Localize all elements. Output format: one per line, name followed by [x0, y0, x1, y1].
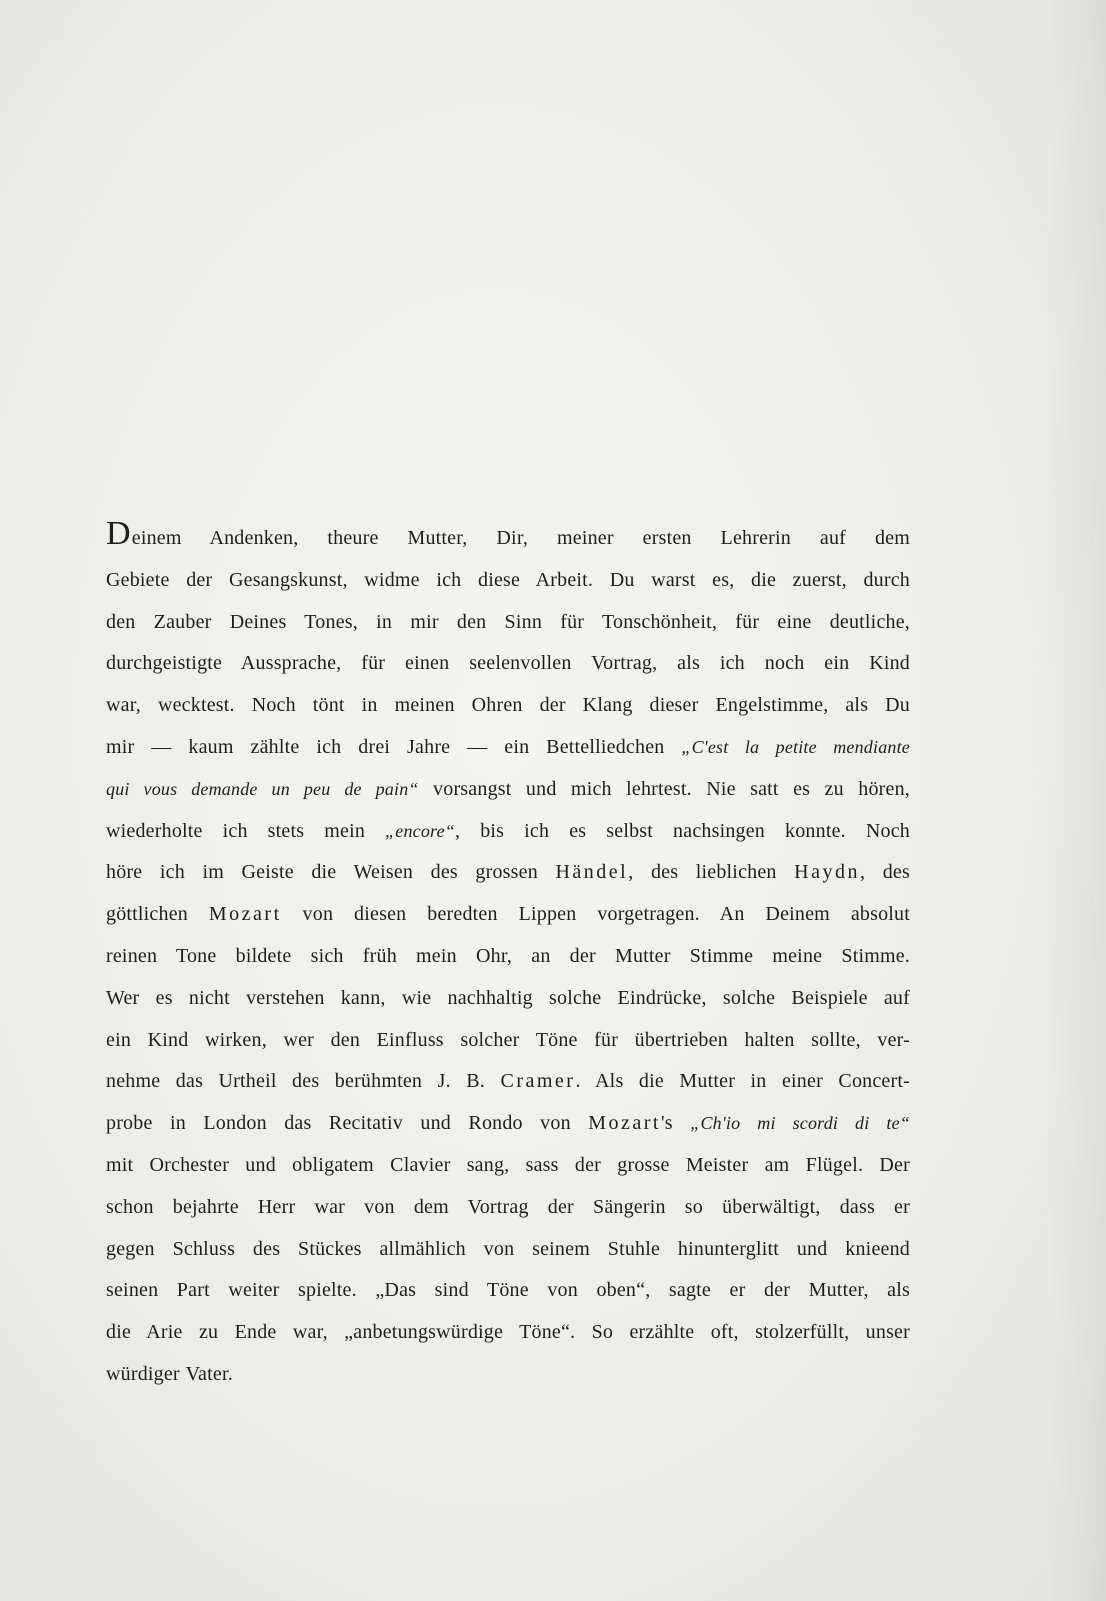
text-segment: seinen Part weiter spielte. „Das sind Töne von oben“, sagte er der Mutter, als [106, 1279, 910, 1302]
text-segment: schon bejahrte Herr war von dem Vortrag der Sängerin so überwältigt, dass er [106, 1195, 910, 1218]
spaced-name: Händel [555, 861, 629, 884]
text-line [106, 1270, 910, 1312]
spaced-name: Haydn [794, 861, 860, 884]
italic-phrase: „Ch'io mi scordi di te“ [690, 1113, 910, 1134]
spaced-name: Mozart [588, 1112, 661, 1135]
text-segment: göttlichen [106, 903, 209, 926]
text-segment: reinen Tone bildete sich früh mein Ohr, an der Mutter Stimme meine Stimme. [106, 944, 910, 967]
text-line [106, 894, 910, 936]
dedication-text [106, 515, 911, 1396]
text-line [106, 1020, 910, 1062]
text-line [106, 1354, 910, 1396]
text-line [106, 1103, 910, 1145]
text-segment: . Als die Mutter in einer Concert- [575, 1070, 910, 1093]
text-line [106, 685, 910, 727]
page-edge-shadow [1046, 0, 1106, 1601]
text-segment: mit Orchester und obligatem Clavier sang, sass der grosse Meister am Flügel. Der [106, 1153, 910, 1176]
text-segment: Wer es nicht verstehen kann, wie nachhaltig solche Eindrücke, solche Beispiele auf [106, 986, 910, 1009]
text-segment: 's [661, 1112, 691, 1135]
italic-phrase: „C'est la petite mendiante [681, 736, 911, 757]
text-segment: den Zauber Deines Tones, in mir den Sinn für Tonschönheit, für eine deutliche, [106, 610, 910, 633]
initial-letter: D [106, 515, 131, 552]
text-line [106, 936, 910, 978]
text-segment: vorsangst und mich lehrtest. Nie satt es zu hören, [418, 777, 910, 800]
text-line [106, 1145, 910, 1187]
text-segment: gegen Schluss des Stückes allmählich von seinem Stuhle hinunterglitt und knieend [106, 1237, 910, 1260]
text-segment: mir — kaum zählte ich drei Jahre — ein Bettelliedchen [106, 735, 682, 758]
text-segment: wiederholte ich stets mein [106, 819, 386, 842]
text-segment: , des lieblichen [628, 861, 795, 884]
text-line [106, 727, 910, 769]
text-segment: nehme das Urtheil des berühmten J. B. [106, 1070, 501, 1093]
text-line [106, 978, 910, 1020]
text-line [106, 1312, 910, 1354]
text-segment: probe in London das Recitativ und Rondo von [106, 1112, 589, 1135]
spaced-name: Mozart [208, 903, 282, 926]
spaced-name: Cramer [500, 1070, 576, 1093]
text-line [106, 643, 910, 685]
text-segment: einem Andenken, theure Mutter, Dir, meiner ersten Lehrerin auf dem [131, 527, 910, 549]
text-line [106, 811, 910, 853]
text-segment: , des [859, 861, 910, 884]
text-line [106, 515, 910, 560]
text-line [106, 1061, 910, 1103]
text-segment: ein Kind wirken, wer den Einfluss solcher Töne für übertrieben halten sollte, ver- [106, 1028, 910, 1051]
text-line [106, 1187, 910, 1229]
text-line [106, 602, 910, 644]
text-line [106, 560, 910, 602]
text-segment: Gebiete der Gesangskunst, widme ich diese Arbeit. Du warst es, die zuerst, durch [106, 568, 910, 591]
text-segment: die Arie zu Ende war, „anbetungswürdige Töne“. So erzählte oft, stolzerfüllt, unser [106, 1321, 910, 1344]
text-segment: , bis ich es selbst nachsingen konnte. Noch [454, 819, 910, 842]
text-segment: von diesen beredten Lippen vorgetragen. An Deinem absolut [281, 903, 911, 926]
text-line [106, 852, 910, 894]
text-line [106, 769, 910, 811]
text-segment: durchgeistigte Aussprache, für einen seelenvollen Vortrag, als ich noch ein Kind [106, 652, 910, 675]
italic-phrase: „encore“ [385, 820, 455, 841]
text-segment: war, wecktest. Noch tönt in meinen Ohren der Klang dieser Engelstimme, als Du [106, 694, 910, 717]
italic-phrase: qui vous demande un peu de pain“ [106, 778, 419, 799]
text-segment: würdiger Vater. [106, 1362, 233, 1385]
text-segment: höre ich im Geiste die Weisen des grossen [106, 861, 556, 884]
text-line [106, 1229, 910, 1271]
